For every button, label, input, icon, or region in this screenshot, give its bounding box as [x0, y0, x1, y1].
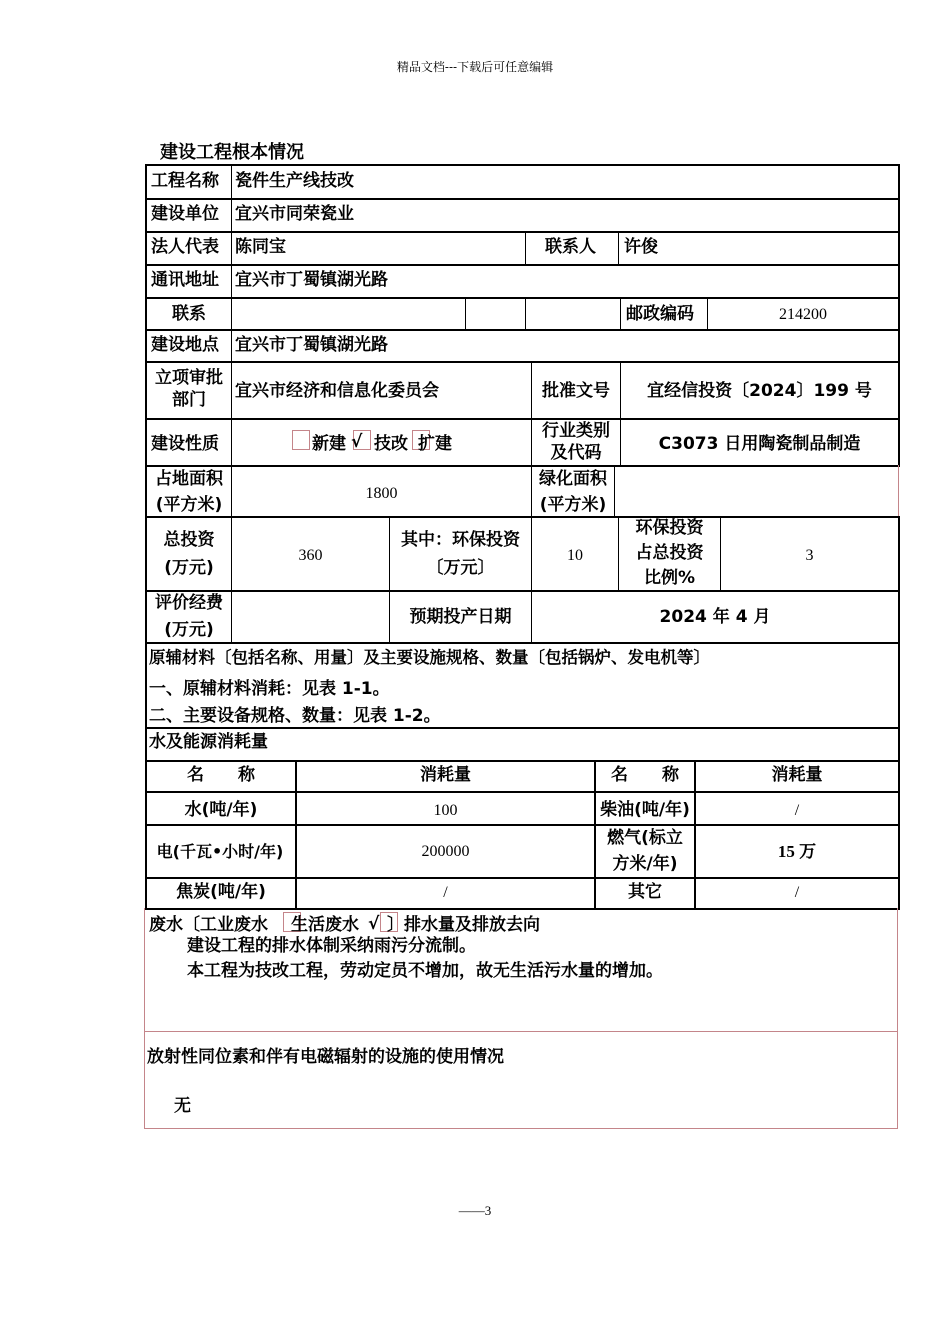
wastewater-line-1: 建设工程的排水体制采纳雨污分流制。	[187, 936, 476, 956]
site-value: 宜兴市丁蜀镇湖光路	[235, 335, 388, 355]
nature-label: 建设性质	[151, 434, 219, 454]
fee-label-1: 评价经费	[155, 593, 223, 613]
postcode-value: 214200	[779, 306, 827, 323]
domestic-wastewater-checkmark: √	[368, 914, 380, 934]
phone-label: 联系	[172, 304, 206, 324]
other-label: 其它	[628, 882, 662, 902]
project-name-label: 工程名称	[151, 171, 219, 191]
wastewater-title-a: 废水〔工业废水	[149, 915, 268, 935]
site-label: 建设地点	[151, 335, 219, 355]
tech-upgrade-checkmark: √	[351, 432, 363, 452]
gas-value: 15 万	[777, 842, 817, 861]
ratio-label-1: 环保投资	[635, 518, 704, 538]
industry-label-1: 行业类别	[542, 421, 610, 441]
new-build-checkbox	[292, 430, 310, 450]
gas-label-2: 方米/年)	[612, 854, 678, 874]
diesel-value: /	[794, 802, 800, 819]
date-value: 2024 年 4 月	[659, 607, 771, 627]
nature-tech-label: 技改	[374, 434, 408, 454]
other-value: /	[794, 884, 800, 901]
wastewater-line-2: 本工程为技改工程，劳动定员不增加，故无生活污水量的增加。	[187, 961, 663, 981]
contact-value: 许俊	[624, 237, 658, 257]
materials-title: 原辅材料〔包括名称、用量〕及主要设施规格、数量〔包括锅炉、发电机等〕	[149, 648, 710, 667]
nature-expand-label: 扩建	[418, 434, 452, 454]
materials-line-2: 二、主要设备规格、数量：见表 1-2。	[149, 706, 441, 726]
approve-dept-label-1: 立项审批	[155, 368, 223, 388]
invest-value: 360	[298, 547, 323, 564]
invest-label-2: (万元)	[164, 558, 214, 578]
fee-label-2: (万元)	[164, 620, 214, 640]
energy-col-amount-2: 消耗量	[771, 765, 823, 785]
ratio-value: 3	[805, 547, 814, 564]
address-value: 宜兴市丁蜀镇湖光路	[235, 270, 388, 290]
postcode-label: 邮政编码	[626, 304, 694, 324]
green-label-1: 绿化面积	[539, 469, 607, 489]
approve-no-value: 宜经信投资〔2024〕199 号	[647, 381, 872, 401]
ratio-label-2: 占总投资	[635, 543, 704, 563]
energy-title: 水及能源消耗量	[149, 732, 268, 752]
date-label: 预期投产日期	[409, 607, 512, 627]
electricity-value: 200000	[421, 843, 470, 860]
project-name-value: 瓷件生产线技改	[235, 171, 354, 191]
water-label: 水(吨/年)	[184, 800, 258, 820]
diesel-label: 柴油(吨/年)	[600, 800, 690, 820]
env-invest-label-2: 〔万元〕	[426, 558, 495, 578]
env-invest-label-1: 其中：环保投资	[401, 530, 520, 550]
area-value: 1800	[365, 485, 398, 502]
legal-rep-value: 陈同宝	[235, 237, 286, 257]
approve-no-label: 批准文号	[542, 381, 610, 401]
legal-rep-label: 法人代表	[151, 237, 219, 257]
contact-label: 联系人	[545, 237, 596, 257]
energy-col-name-1: 名 称	[187, 765, 255, 785]
energy-col-name-2: 名 称	[611, 765, 679, 785]
nature-new-label: 新建	[312, 434, 346, 454]
gas-label-1: 燃气(标立	[607, 828, 683, 848]
address-label: 通讯地址	[151, 270, 219, 290]
area-label-2: (平方米)	[155, 495, 223, 515]
invest-label-1: 总投资	[163, 530, 215, 550]
green-label-2: (平方米)	[539, 495, 607, 515]
coke-label: 焦炭(吨/年)	[176, 882, 266, 902]
radiation-title: 放射性同位素和伴有电磁辐射的设施的使用情况	[147, 1047, 504, 1067]
industry-label-2: 及代码	[550, 443, 602, 463]
wastewater-title-b: 生活废水	[291, 915, 359, 935]
page-number: ——3	[458, 1203, 492, 1218]
construction-unit-label: 建设单位	[151, 204, 219, 224]
page-header: 精品文档---下载后可任意编辑	[396, 60, 554, 74]
radiation-content: 无	[174, 1096, 191, 1116]
materials-line-1: 一、原辅材料消耗：见表 1-1。	[149, 679, 390, 699]
wastewater-title-c: 〕排水量及排放去向	[387, 915, 540, 935]
energy-col-amount-1: 消耗量	[420, 765, 471, 785]
ratio-label-3: 比例%	[643, 568, 696, 588]
env-invest-value: 10	[567, 547, 583, 564]
approve-dept-label-2: 部门	[172, 390, 206, 410]
area-label-1: 占地面积	[155, 469, 223, 489]
water-value: 100	[433, 802, 458, 819]
industry-value: C3073 日用陶瓷制品制造	[658, 434, 861, 454]
approve-dept-value: 宜兴市经济和信息化委员会	[235, 381, 439, 401]
section-title: 建设工程根本情况	[160, 142, 304, 163]
construction-unit-value: 宜兴市同荣瓷业	[235, 204, 354, 224]
coke-value: /	[443, 884, 448, 901]
electricity-label: 电(千瓦•小时/年)	[156, 842, 284, 861]
